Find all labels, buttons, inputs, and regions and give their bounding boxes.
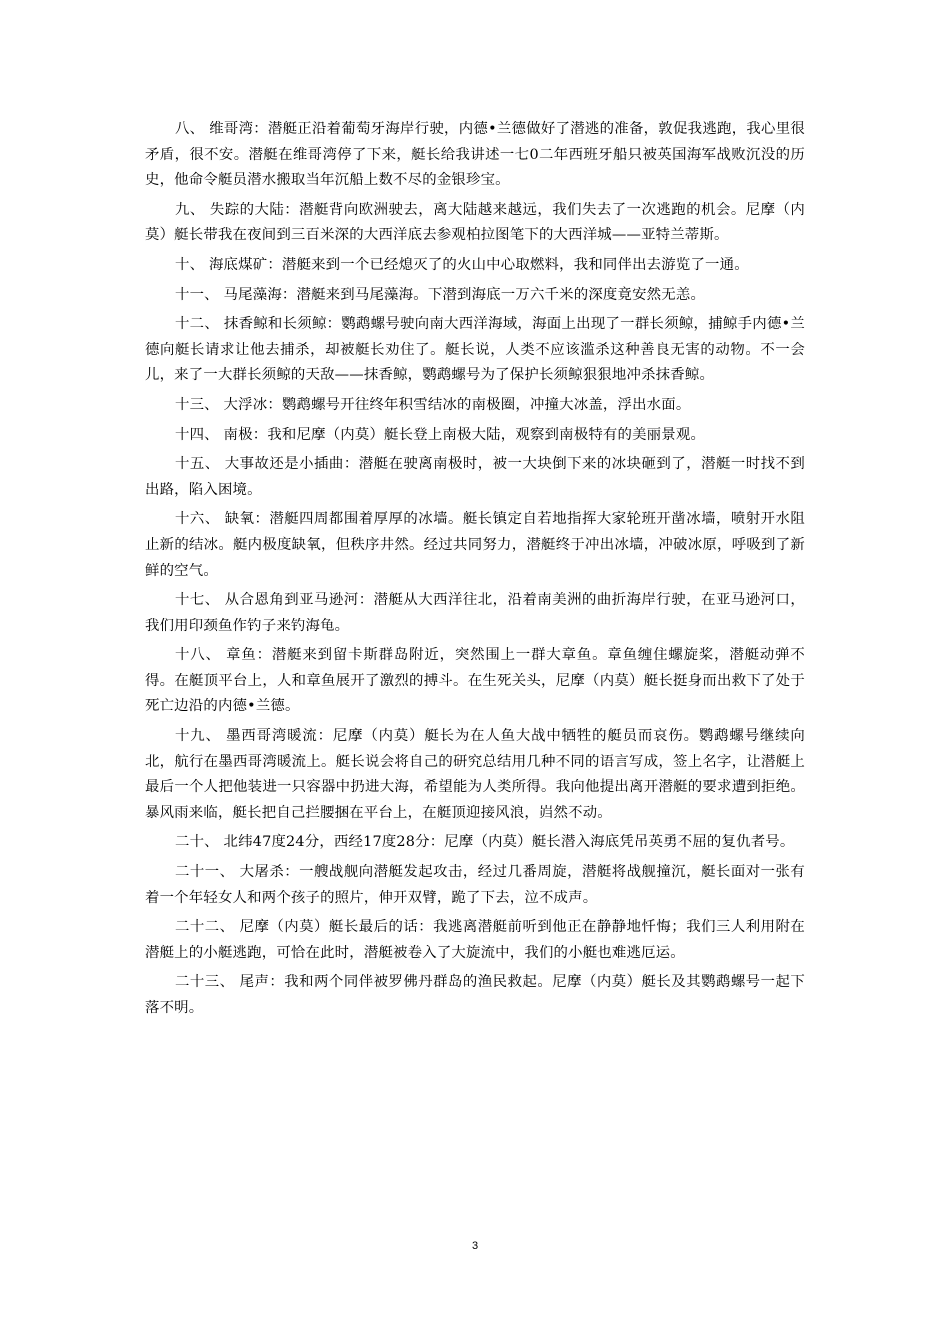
paragraph-ch13: 十三、 大浮冰：鹦鹉螺号开往终年积雪结冰的南极圈，冲撞大冰盖，浮出水面。 — [175, 396, 691, 413]
paragraph-ch16: 十六、 缺氧：潜艇四周都围着厚厚的冰墙。艇长镇定自若地指挥大家轮班开凿冰墙，喷射开水阻止新的结冰。艇内极度缺氧，但秩序井然。经过共同努力，潜艇终于冲出冰墙，冲破冰原，呼吸到了新鲜的空气。 — [145, 511, 805, 579]
paragraph-ch14: 十四、 南极：我和尼摩（内莫）艇长登上南极大陆，观察到南极特有的美丽景观。 — [175, 426, 706, 443]
paragraph-ch9: 九、 失踪的大陆：潜艇背向欧洲驶去，离大陆越来越远，我们失去了一次逃跑的机会。尼摩（内莫）艇长带我在夜间到三百米深的大西洋底去参观柏拉图笔下的大西洋城——亚特兰蒂斯。 — [145, 201, 805, 244]
document-body — [145, 117, 805, 1026]
paragraph-ch10: 十、 海底煤矿：潜艇来到一个已经熄灭了的火山中心取燃料，我和同伴出去游览了一通。 — [175, 256, 749, 273]
paragraph-ch20: 二十、 北纬47度24分，西经17度28分：尼摩（内莫）艇长潜入海底凭吊英勇不屈的复仇者号。 — [175, 834, 795, 851]
paragraph-ch21: 二十一、 大屠杀：一艘战舰向潜艇发起攻击，经过几番周旋，潜艇将战舰撞沉，艇长面对一张有着一个年轻女人和两个孩子的照片，伸开双臂，跪了下去，泣不成声。 — [145, 864, 805, 906]
paragraph-ch22: 二十二、 尼摩（内莫）艇长最后的话：我逃离潜艇前听到他正在静静地忏悔；我们三人利用附在潜艇上的小艇逃跑，可恰在此时，潜艇被卷入了大旋流中，我们的小艇也难逃厄运。 — [145, 919, 805, 961]
page-number: 3 — [471, 1240, 479, 1252]
paragraph-ch23: 二十三、 尾声：我和两个同伴被罗佛丹群岛的渔民救起。尼摩（内莫）艇长及其鹦鹉螺号一起下落不明。 — [145, 974, 805, 1016]
paragraph-ch12: 十二、 抹香鲸和长须鲸：鹦鹉螺号驶向南大西洋海域，海面上出现了一群长须鲸，捕鲸手内德•兰德向艇长请求让他去捕杀，却被艇长劝住了。艇长说，人类不应该滥杀这种善良无害的动物。不一会儿，来了一大群长须鲸的天敌——抹香鲸，鹦鹉螺号为了保护长须鲸狠狠地冲杀抹香鲸。 — [145, 316, 805, 384]
paragraph-ch8: 八、 维哥湾：潜艇正沿着葡萄牙海岸行驶，内德•兰德做好了潜逃的准备，敦促我逃跑，我心里很矛盾，很不安。潜艇在维哥湾停了下来，艇长给我讲述一七0二年西班牙船只被英国海军战败沉没的历史，他命令艇员潜水搬取当年沉船上数不尽的金银珍宝。 — [145, 121, 805, 189]
paragraph-ch11: 十一、 马尾藻海：潜艇来到马尾藻海。下潜到海底一万六千米的深度竟安然无恙。 — [175, 286, 706, 303]
paragraph-ch18: 十八、 章鱼：潜艇来到留卡斯群岛附近，突然围上一群大章鱼。章鱼缠住螺旋桨，潜艇动弹不得。在艇顶平台上，人和章鱼展开了激烈的搏斗。在生死关头，尼摩（内莫）艇长挺身而出救下了处于死亡边沿的内德•兰德。 — [145, 647, 805, 715]
paragraph-ch15: 十五、 大事故还是小插曲：潜艇在驶离南极时，被一大块倒下来的冰块砸到了，潜艇一时找不到出路，陷入困境。 — [145, 456, 805, 498]
paragraph-ch19: 十九、 墨西哥湾暖流：尼摩（内莫）艇长为在人鱼大战中牺牲的艇员而哀伤。鹦鹉螺号继续向北，航行在墨西哥湾暖流上。艇长说会将自己的研究总结用几种不同的语言写成，签上名字，让潜艇上最后一个人把他装进一只容器中扔进大海，希望能为人类所得。我向他提出离开潜艇的要求遭到拒绝。暴风雨来临，艇长把自己拦腰捆在平台上，在艇顶迎接风浪，岿然不动。 — [145, 728, 805, 821]
paragraph-ch17: 十七、 从合恩角到亚马逊河：潜艇从大西洋往北，沿着南美洲的曲折海岸行驶，在亚马逊河口，我们用印颈鱼作钓子来钓海龟。 — [145, 592, 805, 634]
